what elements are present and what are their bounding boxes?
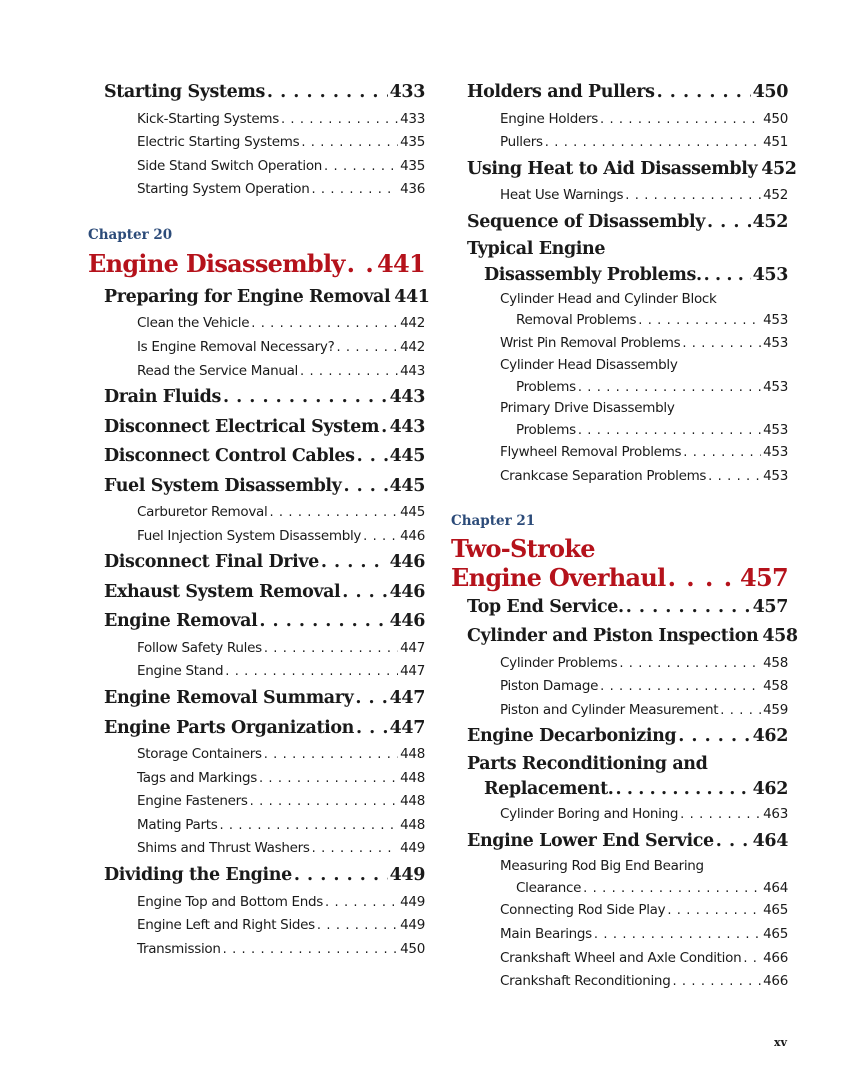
toc-entry[interactable]: Starting System Operation . . . 436 — [137, 178, 425, 202]
toc-entry[interactable]: Flywheel Removal Problems . . . 453 — [500, 441, 788, 465]
toc-entry-cyl-head-block[interactable]: Cylinder Head and Cylinder Block Removal Problems . . . 453 — [500, 289, 788, 332]
toc-entry-primary-drive[interactable]: Primary Drive Disassembly Problems . . . 453 — [500, 398, 788, 441]
toc-entry[interactable]: Read the Service Manual . . . 443 — [137, 360, 425, 384]
toc-section-sequence[interactable]: Sequence of Disassembly . . . 452 — [467, 208, 788, 238]
toc-entry[interactable]: Engine Holders . . . 450 — [500, 108, 788, 132]
toc-entry[interactable]: Cylinder Problems . . . 458 — [500, 652, 788, 676]
toc-section-typical-problems[interactable]: Typical Engine Disassembly Problems. . . . 453 — [467, 237, 788, 289]
toc-section-removal-summary[interactable]: Engine Removal Summary . . . 447 — [104, 684, 425, 714]
toc-entry[interactable]: Tags and Markings . . . 448 — [137, 767, 425, 791]
toc-section-preparing[interactable]: Preparing for Engine Removal 441 — [104, 286, 430, 307]
toc-entry[interactable]: Shims and Thrust Washers . . . 449 — [137, 837, 425, 861]
toc-section-parts-organization[interactable]: Engine Parts Organization . . . 447 — [104, 714, 425, 744]
toc-entry-rod-big-end[interactable]: Measuring Rod Big End Bearing Clearance . . . 464 — [500, 856, 788, 899]
chapter-21-label: Chapter 21 — [451, 512, 536, 529]
toc-entry[interactable]: Engine Top and Bottom Ends . . . 449 — [137, 891, 425, 915]
toc-entry[interactable]: Connecting Rod Side Play . . . 465 — [500, 899, 788, 923]
toc-entry[interactable]: Electric Starting Systems . . . 435 — [137, 131, 425, 155]
toc-entry[interactable]: Engine Left and Right Sides . . . 449 — [137, 914, 425, 938]
toc-section-dividing-engine[interactable]: Dividing the Engine . . . 449 — [104, 861, 425, 891]
toc-entry[interactable]: Mating Parts . . . 448 — [137, 814, 425, 838]
toc-entry[interactable]: Cylinder Boring and Honing . . . 463 — [500, 803, 788, 827]
toc-entry[interactable]: Clean the Vehicle . . . 442 — [137, 312, 425, 336]
toc-section-decarbonizing[interactable]: Engine Decarbonizing . . . 462 — [467, 722, 788, 752]
toc-section-holders-pullers[interactable]: Holders and Pullers . . . 450 — [467, 78, 788, 108]
toc-entry-cyl-head-disassembly[interactable]: Cylinder Head Disassembly Problems . . . 453 — [500, 355, 788, 398]
page-number: xv — [774, 1036, 787, 1049]
toc-section-heat[interactable]: Using Heat to Aid Disassembly 452 — [467, 158, 797, 179]
toc-entry[interactable]: Kick-Starting Systems . . . 433 — [137, 108, 425, 132]
toc-section-electrical[interactable]: Disconnect Electrical System . . . 443 — [104, 413, 425, 443]
toc-section-final-drive[interactable]: Disconnect Final Drive . . . 446 — [104, 548, 425, 578]
chapter-21-title[interactable]: Two-Stroke Engine Overhaul . . . 457 — [451, 535, 788, 593]
toc-entry[interactable]: Engine Stand . . . 447 — [137, 660, 425, 684]
toc-left-column — [88, 78, 430, 961]
toc-entry[interactable]: Engine Fasteners . . . 448 — [137, 790, 425, 814]
toc-entry[interactable]: Fuel Injection System Disassembly . . . 446 — [137, 525, 425, 549]
toc-section-lower-end[interactable]: Engine Lower End Service . . . 464 — [467, 827, 788, 857]
toc-section-drain-fluids[interactable]: Drain Fluids . . . 443 — [104, 383, 425, 413]
toc-entry[interactable]: Storage Containers . . . 448 — [137, 743, 425, 767]
toc-entry[interactable]: Piston Damage . . . 458 — [500, 675, 788, 699]
toc-entry[interactable]: Piston and Cylinder Measurement . . . 459 — [500, 699, 788, 723]
toc-section-reconditioning[interactable]: Parts Reconditioning and Replacement. . . . 462 — [467, 752, 788, 804]
chapter-20-label: Chapter 20 — [88, 226, 173, 243]
toc-entry[interactable]: Follow Safety Rules . . . 447 — [137, 637, 425, 661]
toc-entry[interactable]: Crankshaft Reconditioning . . . 466 — [500, 970, 788, 994]
toc-section-fuel-system[interactable]: Fuel System Disassembly . . . 445 — [104, 472, 425, 502]
toc-entry[interactable]: Carburetor Removal . . . 445 — [137, 501, 425, 525]
toc-entry[interactable]: Transmission . . . 450 — [137, 938, 425, 962]
toc-entry[interactable]: Side Stand Switch Operation . . . 435 — [137, 155, 425, 179]
chapter-20-title[interactable]: Engine Disassembly . . . 441 — [88, 245, 425, 283]
toc-right-column — [451, 78, 798, 994]
toc-entry[interactable]: Heat Use Warnings . . . 452 — [500, 184, 788, 208]
toc-entry[interactable]: Crankcase Separation Problems . . . 453 — [500, 465, 788, 489]
toc-section-starting-systems[interactable]: Starting Systems . . . 433 — [104, 78, 425, 108]
toc-section-exhaust[interactable]: Exhaust System Removal . . . 446 — [104, 578, 425, 608]
toc-entry[interactable]: Wrist Pin Removal Problems . . . 453 — [500, 332, 788, 356]
toc-entry[interactable]: Main Bearings . . . 465 — [500, 923, 788, 947]
toc-section-control-cables[interactable]: Disconnect Control Cables . . . 445 — [104, 442, 425, 472]
toc-section-top-end[interactable]: Top End Service. . . . 457 — [467, 593, 788, 623]
toc-section-cyl-piston[interactable]: Cylinder and Piston Inspection 458 — [467, 626, 798, 647]
toc-section-engine-removal[interactable]: Engine Removal . . . 446 — [104, 607, 425, 637]
toc-entry[interactable]: Crankshaft Wheel and Axle Condition . . . 466 — [500, 947, 788, 971]
toc-entry[interactable]: Is Engine Removal Necessary? . . . 442 — [137, 336, 425, 360]
toc-entry[interactable]: Pullers . . . 451 — [500, 131, 788, 155]
